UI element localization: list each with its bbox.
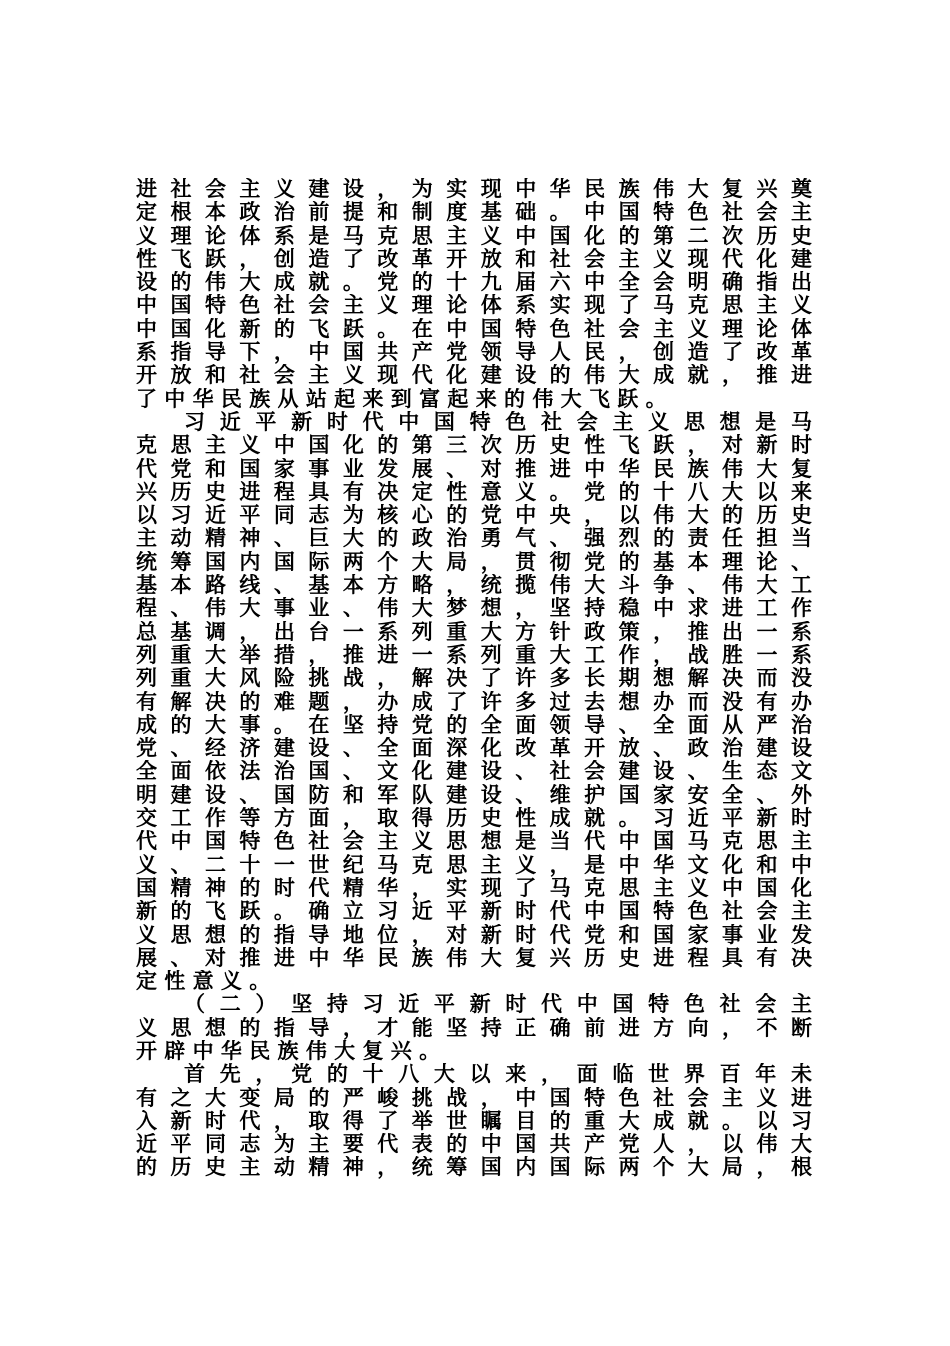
text-line: （ 二 ） 坚 持 习 近 平 新 时 代 中 国 特 色 社 会 主 [184, 993, 812, 1017]
text-line: 有 解 决 的 难 题 ， 办 成 了 许 多 过 去 想 办 而 没 有 办 [136, 690, 812, 714]
text-line: 义 思 想 的 指 导 地 位 ， 对 新 时 代 党 和 国 家 事 业 发 [136, 923, 812, 947]
text-line: 全 面 依 法 治 国 、 文 化 建 设 、 社 会 建 设 、 生 态 文 [136, 760, 812, 784]
text-line: 开 放 和 社 会 主 义 现 代 化 建 设 的 伟 大 成 就 ， 推 进 [136, 364, 812, 388]
text-line: 明 建 设 、 国 防 和 军 队 建 设 、 维 护 国 家 安 全 、 外 [136, 783, 812, 807]
text-line: 入 新 时 代 ， 取 得 了 举 世 瞩 目 的 重 大 成 就 。 以 习 [136, 1109, 812, 1133]
text-line: 展 、 对 推 进 中 华 民 族 伟 大 复 兴 历 史 进 程 具 有 决 [136, 946, 812, 970]
text-line: 统 筹 国 内 国 际 两 个 大 局 ， 贯 彻 党 的 基 本 理 论 、 [136, 550, 812, 574]
text-line: 国 精 神 的 时 代 精 华 ， 实 现 了 马 克 思 主 义 中 国 化 [136, 876, 812, 900]
text-line: 定 性 意 义 。 [136, 970, 271, 994]
text-line: 主 动 精 神 、 巨 大 的 政 治 勇 气 、 强 烈 的 责 任 担 当 [136, 527, 812, 551]
text-line: 中 国 特 色 社 会 主 义 理 论 体 系 实 现 了 马 克 思 主 义 [136, 294, 812, 318]
text-line: 新 的 飞 跃 。 确 立 习 近 平 新 时 代 中 国 特 色 社 会 主 [136, 900, 812, 924]
text-line: 列 重 大 举 措 ， 推 进 一 系 列 重 大 工 作 ， 战 胜 一 系 [136, 643, 812, 667]
text-line: 成 的 大 事 。 在 坚 持 党 的 全 面 领 导 、 全 面 从 严 治 [136, 713, 812, 737]
text-line: 义 思 想 的 指 导 ， 才 能 坚 持 正 确 前 进 方 向 ， 不 断 [136, 1016, 812, 1040]
text-line: 中 国 化 新 的 飞 跃 。 在 中 国 特 色 社 会 主 义 理 论 体 [136, 317, 812, 341]
text-line: 的 历 史 主 动 精 神 ， 统 筹 国 内 国 际 两 个 大 局 ， 根 [136, 1156, 812, 1180]
text-line: 系 指 导 下 ， 中 国 共 产 党 领 导 人 民 ， 创 造 了 改 革 [136, 341, 812, 365]
text-line: 进 社 会 主 义 建 设 ， 为 实 现 中 华 民 族 伟 大 复 兴 奠 [136, 178, 812, 201]
text-line: 有 之 大 变 局 的 严 峻 挑 战 ， 中 国 特 色 社 会 主 义 进 [136, 1086, 812, 1110]
text-line: 开 辟 中 华 民 族 伟 大 复 兴 。 [136, 1039, 441, 1063]
text-line: 程 、 伟 大 事 业 、 伟 大 梦 想 ， 坚 持 稳 中 求 进 工 作 [136, 597, 812, 621]
text-line: 了 中 华 民 族 从 站 起 来 到 富 起 来 的 伟 大 飞 跃 。 [136, 387, 667, 411]
text-line: 党 、 经 济 建 设 、 全 面 深 化 改 革 开 放 、 政 治 建 设 [136, 737, 812, 761]
document-page [136, 178, 812, 1180]
text-line: 总 基 调 ， 出 台 一 系 列 重 大 方 针 政 策 ， 推 出 一 系 [136, 620, 812, 644]
text-line: 近 平 同 志 为 主 要 代 表 的 中 国 共 产 党 人 ， 以 伟 大 [136, 1133, 812, 1157]
text-line: 首 先 ， 党 的 十 八 大 以 来 ， 面 临 世 界 百 年 未 [184, 1063, 812, 1087]
text-line: 交 工 作 等 方 面 ， 取 得 历 史 性 成 就 。 习 近 平 新 时 [136, 807, 812, 831]
text-line: 克 思 主 义 中 国 化 的 第 三 次 历 史 性 飞 跃 ， 对 新 时 [136, 434, 812, 458]
text-line: 代 党 和 国 家 事 业 发 展 、 对 推 进 中 华 民 族 伟 大 复 [136, 457, 812, 481]
text-line: 义 、 二 十 一 世 纪 马 克 思 主 义 ， 是 中 华 文 化 和 中 [136, 853, 812, 877]
text-line: 习 近 平 新 时 代 中 国 特 色 社 会 主 义 思 想 是 马 [184, 410, 812, 434]
text-line: 代 中 国 特 色 社 会 主 义 思 想 是 当 代 中 国 马 克 思 主 [136, 830, 812, 854]
text-line: 基 本 路 线 、 基 本 方 略 ， 统 揽 伟 大 斗 争 、 伟 大 工 [136, 574, 812, 598]
text-line: 兴 历 史 进 程 具 有 决 定 性 意 义 。 党 的 十 八 大 以 来 [136, 480, 812, 504]
text-line: 定 根 本 政 治 前 提 和 制 度 基 础 。 中 国 特 色 社 会 主 [136, 201, 812, 225]
text-line: 以 习 近 平 同 志 为 核 心 的 党 中 央 ， 以 伟 大 的 历 史 [136, 504, 812, 528]
text-line: 性 飞 跃 ， 创 造 了 改 革 开 放 和 社 会 主 义 现 代 化 建 [136, 247, 812, 271]
text-line: 设 的 伟 大 成 就 。 党 的 十 九 届 六 中 全 会 明 确 指 出 [136, 271, 812, 295]
text-line: 列 重 大 风 险 挑 战 ， 解 决 了 许 多 长 期 想 解 决 而 没 [136, 667, 812, 691]
text-line: 义 理 论 体 系 是 马 克 思 主 义 中 国 化 的 第 二 次 历 史 [136, 224, 812, 248]
